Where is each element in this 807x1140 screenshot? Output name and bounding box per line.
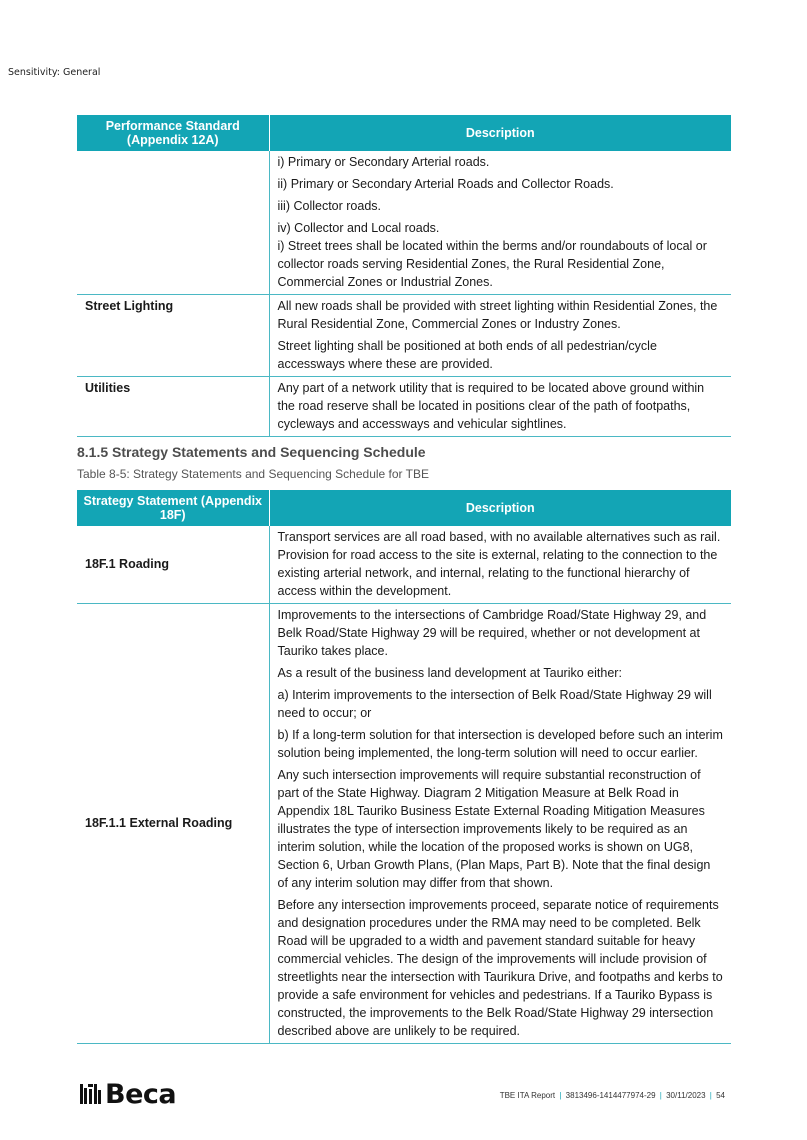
description-paragraph: ii) Primary or Secondary Arterial Roads and Collector Roads. [277, 177, 614, 191]
table-row [77, 377, 731, 437]
description-paragraph: iv) Collector and Local roads. i) Street trees shall be located within the berms and/or roundabouts of local or collector roads serving Residential Zones, the Rural Residential Zone, Commercial Zones or Industrial Zones. [277, 221, 707, 289]
description-paragraph: b) If a long-term solution for that intersection is developed before such an interim solution being implemented, the long-term solution will need to occur earlier. [277, 728, 723, 760]
row-label: Street Lighting [77, 295, 269, 377]
row-description [269, 151, 731, 295]
footer-separator: | [559, 1091, 562, 1100]
description-paragraph: Before any intersection improvements proceed, separate notice of requirements and designation procedures under the RMA may need to be completed. Belk Road will be upgraded to a width and pavement standard suitable for heavy commercial vehicles. The design of the improvements will include provision of streetlights near the intersection with Taurikura Drive, and footpaths and kerbs to provide a safe environment for vehicles and pedestrians. If a Tauriko Bypass is constructed, the improvements to the Belk Road/State Highway 29 intersection described above are unlikely to be required. [277, 898, 723, 1038]
row-description [269, 377, 731, 437]
sensitivity-label: Sensitivity: General [8, 67, 101, 78]
report-name: TBE ITA Report [499, 1091, 556, 1100]
table-header-row [77, 115, 731, 151]
beca-logo [80, 1078, 177, 1110]
column-header: Strategy Statement (Appendix 18F) [77, 490, 269, 526]
description-paragraph: Improvements to the intersections of Cambridge Road/State Highway 29, and Belk Road/State Highway 29 will be required, whether or not development at Tauriko takes place. [277, 608, 707, 658]
row-description [269, 604, 731, 1044]
column-header: Description [269, 115, 731, 151]
description-paragraph: iii) Collector roads. [277, 199, 382, 213]
footer-separator: | [709, 1091, 712, 1100]
description-paragraph: All new roads shall be provided with street lighting within Residential Zones, the Rural Residential Zone, Commercial Zones or Industry Zones. [277, 299, 718, 331]
description-paragraph: Any such intersection improvements will require substantial reconstruction of part of the State Highway. Diagram 2 Mitigation Measure at Belk Road in Appendix 18L Tauriko Business Estate External Roading Mitigation Measures illustrates the type of intersection improvements likely to be required as an interim solution, while the location of the proposed works is shown on UG8, Section 6, Urban Growth Plans, (Plan Maps, Part B). Note that the final design of any interim solution may differ from that shown. [277, 768, 711, 890]
description-paragraph: Any part of a network utility that is required to be located above ground within the road reserve shall be located in positions clear of the path of footpaths, cycleways and accessways and vehicular sightlines. [277, 381, 705, 431]
description-paragraph: Street lighting shall be positioned at both ends of all pedestrian/cycle accessways where these are provided. [277, 339, 657, 371]
page-number: 54 [716, 1091, 725, 1100]
table-row [77, 604, 731, 1044]
footer-info [500, 1091, 725, 1100]
description-paragraph: a) Interim improvements to the intersection of Belk Road/State Highway 29 will need to occur; or [277, 688, 712, 720]
performance-standards-table [77, 115, 731, 437]
strategy-statements-table [77, 490, 731, 1044]
row-description [269, 526, 731, 604]
row-label [77, 151, 269, 295]
description-paragraph: As a result of the business land development at Tauriko either: [277, 666, 622, 680]
table-row [77, 295, 731, 377]
report-date: 30/11/2023 [666, 1091, 706, 1100]
row-description [269, 295, 731, 377]
table-header-row [77, 490, 731, 526]
description-paragraph: Transport services are all road based, with no available alternatives such as rail. Provision for road access to the site is external, relating to the connection to the existing arterial network, and internal, relating to the functional hierarchy of access within the development. [277, 530, 721, 598]
row-label: 18F.1.1 External Roading [77, 604, 269, 1044]
logo-wordmark: Beca [105, 1078, 177, 1110]
section-heading: 8.1.5 Strategy Statements and Sequencing Schedule [77, 444, 426, 460]
beca-mark-icon [80, 1084, 102, 1104]
row-label: 18F.1 Roading [77, 526, 269, 604]
table-caption: Table 8-5: Strategy Statements and Sequencing Schedule for TBE [77, 467, 429, 481]
description-paragraph: i) Primary or Secondary Arterial roads. [277, 155, 490, 169]
column-header: Performance Standard (Appendix 12A) [77, 115, 269, 151]
table-row [77, 526, 731, 604]
report-ref: 3813496-1414477974-29 [565, 1091, 656, 1100]
column-header: Description [269, 490, 731, 526]
row-label: Utilities [77, 377, 269, 437]
footer-separator: | [659, 1091, 662, 1100]
table-row [77, 151, 731, 295]
